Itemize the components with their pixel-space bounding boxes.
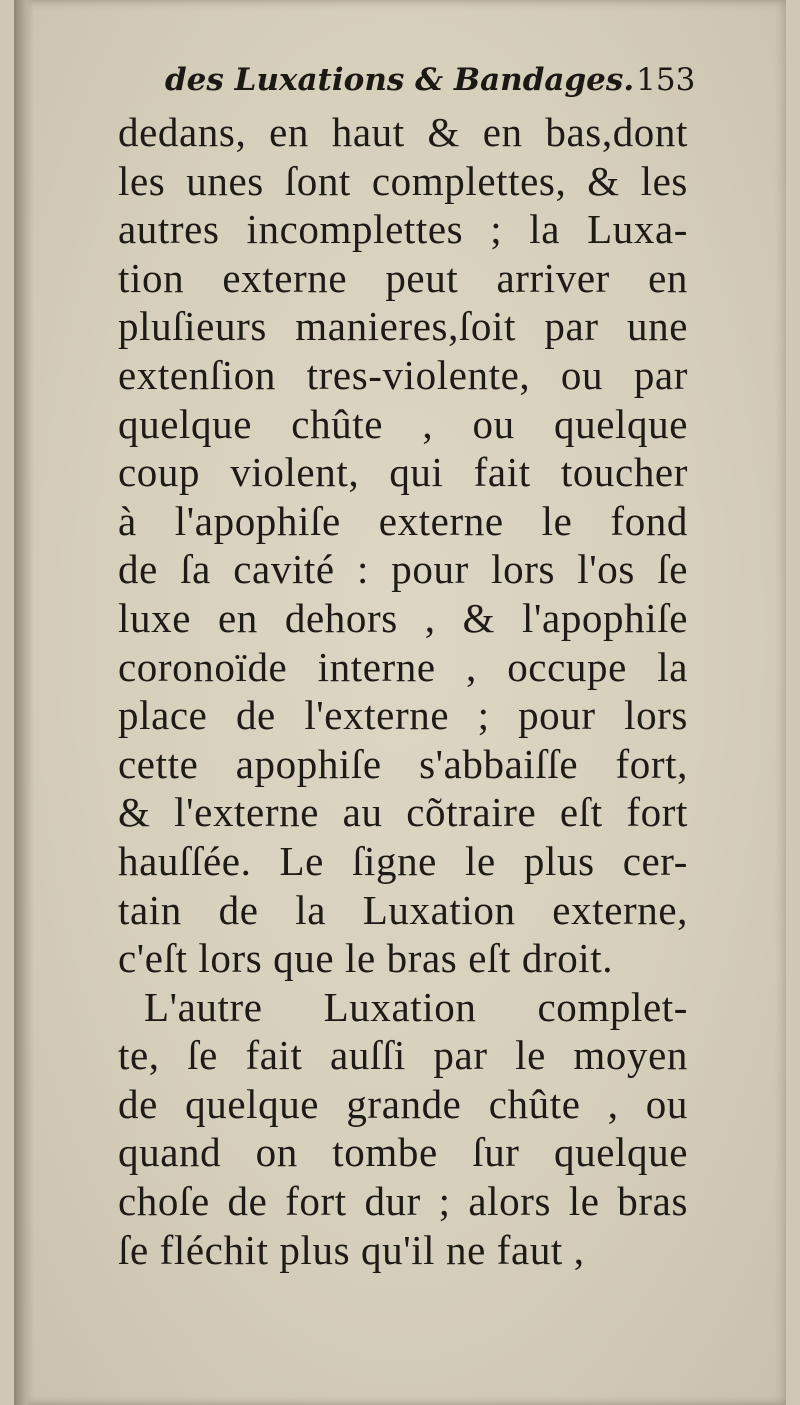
text-line: ſe fléchit plus qu'il ne faut , [118,1226,585,1273]
text-line: L'autre Luxation complet- [144,983,688,1030]
text-line: tain de la Luxation externe, [118,886,688,933]
text-line: coronoïde interne , occupe la [118,643,688,690]
running-head-title: des Luxations & Bandages. [165,62,635,98]
text-line: te, ſe fait auſſi par le moyen [118,1032,688,1079]
text-line: coup violent, qui fait toucher [118,449,688,496]
text-line: & l'externe au cõtraire eſt fort [118,789,688,836]
text-line: à l'apophiſe externe le fond [118,497,688,544]
text-line: cette apophiſe s'abbaiſſe fort, [118,740,688,787]
text-line: quand on tombe ſur quelque [118,1129,688,1176]
text-line: quelque chûte , ou quelque [118,400,688,447]
text-line: pluſieurs manieres,ſoit par une [118,303,688,350]
text-line: luxe en dehors , & l'apophiſe [118,594,688,641]
text-line: tion externe peut arriver en [118,254,688,301]
page-number: 153 [636,62,696,98]
text-line: de ſa cavité : pour lors l'os ſe [118,546,688,593]
spine-shadow [14,0,34,1405]
text-line: place de l'externe ; pour lors [118,692,688,739]
running-head [165,62,725,98]
text-line: dedans, en haut & en bas,dont [118,109,688,155]
text-line: extenſion tres-violente, ou par [118,351,688,398]
text-line: hauſſée. Le ſigne le plus cer- [118,837,688,884]
text-line: de quelque grande chûte , ou [118,1080,688,1127]
text-line: les unes ſont complettes, & les [118,157,688,204]
text-line: c'eſt lors que le bras eſt droit. [118,935,614,982]
text-line: autres incomplettes ; la Luxa- [118,206,688,253]
text-line: choſe de fort dur ; alors le bras [118,1178,688,1225]
body-text [118,108,688,1274]
